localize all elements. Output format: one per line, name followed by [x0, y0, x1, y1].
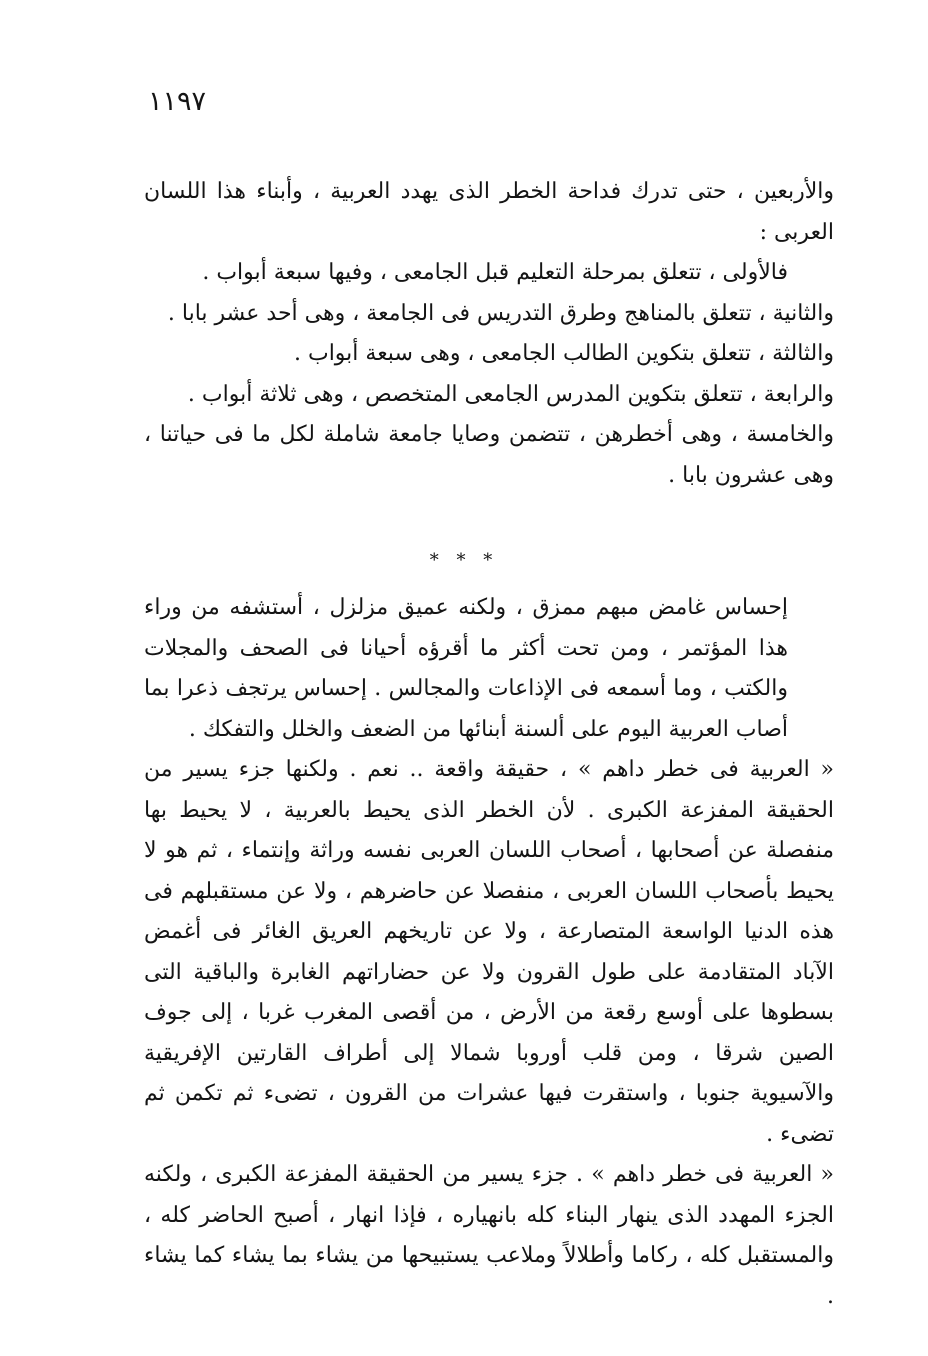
list-item-second: والثانية ، تتعلق بالمناهج وطرق التدريس فى الجامعة ، وهى أحد عشر بابا . [167, 300, 834, 326]
paragraph: « العربية فى خطر داهم » ، حقيقة واقعة .. نعم . ولكنها جزء يسير من الحقيقة المفزعة الكبرى . لأن الخطر الذى يحيط بالعربية ، لا يحيط بها منفصلة عن أصحابها ، أصحاب اللسان العربى نفسه وراثة وإنتماء ، ثم هو لا يحيط بأصحاب اللسان العربى ، منفصلا عن حاضرهم ، ولا عن مستقبلهم فى هذه الدنيا الواسعة المتصارعة ، ولا عن تاريخهم العريق الغائر فى أغمض الآباد المتقادمة على طول القرون ولا عن حضاراتهم الغابرة والباقية التى بسطوها على أوسع رقعة من الأرض ، من أقصى المغرب غربا ، إلى جوف الصين شرقا ، ومن قلب أوروبا شمالا إلى أطراف القارتين الإفريقية والآسيوية جنوبا ، واستقرت فيها عشرات من القرون ، تضىء ثم تكمن ثم تضىء . [144, 757, 834, 1147]
section-two [144, 588, 834, 1317]
list-item-fourth: والرابعة ، تتعلق بتكوين المدرس الجامعى المتخصص ، وهى ثلاثة أبواب . [187, 381, 834, 407]
list-item-fifth: والخامسة ، وهى أخطرهن ، تتضمن وصايا جامعة شاملة لكل ما فى حياتنا ، وهى عشرون بابا . [144, 422, 834, 488]
list-item-first: فالأولى ، تتعلق بمرحلة التعليم قبل الجامعى ، وفيها سبعة أبواب . [202, 260, 788, 285]
paragraph: إحساس غامض مبهم ممزق ، ولكنه عميق مزلزل ، أستشفه من وراء هذا المؤتمر ، ومن تحت أكثر ما أقرؤه أحيانا فى الصحف والمجلات والكتب ، وما أسمعه فى الإذاعات والمجالس . إحساس يرتجف ذعرا بما أصاب العربية اليوم على ألسنة أبنائها من الضعف والخلل والتفكك . [144, 595, 788, 742]
section-separator: * * * [429, 550, 499, 571]
list-item-third: والثالثة ، تتعلق بتكوين الطالب الجامعى ، وهى سبعة أبواب . [294, 341, 834, 366]
section-one [144, 172, 834, 496]
paragraph: « العربية فى خطر داهم » . جزء يسير من الحقيقة المفزعة الكبرى ، ولكنه الجزء المهدد الذى ينهار البناء كله بانهياره ، فإذا انهار ، أصبح الحاضر كله ، والمستقبل كله ، ركاما وأطلالاً وملاعب يستبيحها من يشاء بما يشاء كما يشاء . [144, 1162, 834, 1309]
paragraph-continuation: والأربعين ، حتى تدرك فداحة الخطر الذى يهدد العربية ، وأبناء هذا اللسان العربى : [144, 179, 834, 245]
page-number: ١١٩٧ [148, 86, 207, 117]
